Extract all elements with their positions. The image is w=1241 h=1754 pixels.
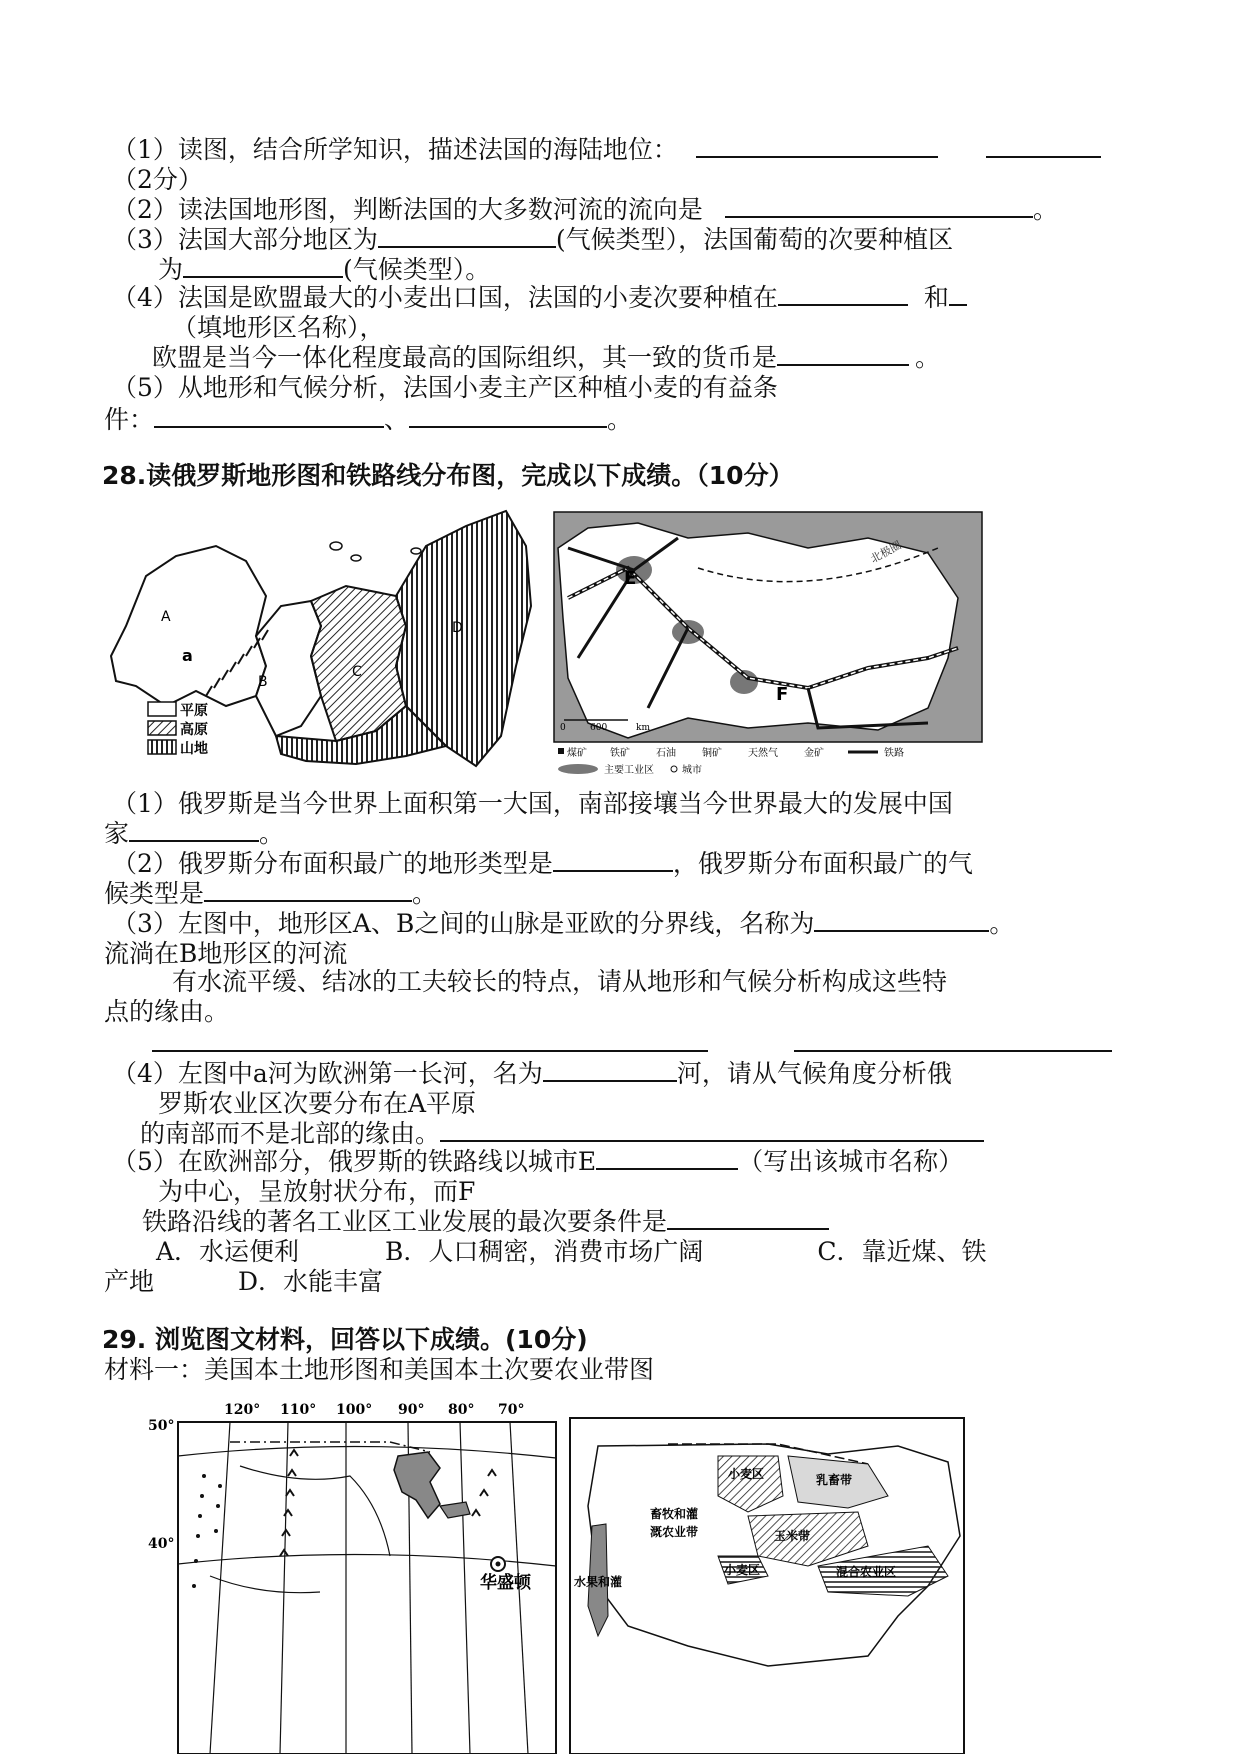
answer-blank[interactable] <box>154 404 384 428</box>
q27-line-9 <box>104 404 632 436</box>
q28-line-13: 为中心，呈放射状分布，而F <box>158 1177 476 1206</box>
legend-industrial-zone: 主要工业区 <box>604 765 654 776</box>
q28-line-4 <box>104 878 437 910</box>
answer-blank[interactable] <box>204 878 412 902</box>
q28-line-9 <box>112 1058 952 1090</box>
q27-line-3 <box>112 224 953 256</box>
answer-blank[interactable] <box>986 134 1101 158</box>
legend-plateau-label: 高原 <box>180 722 208 738</box>
q27-line-1 <box>112 134 1101 166</box>
lon-120: 120° <box>224 1402 261 1418</box>
q27-p3c-text: 为 <box>158 255 184 284</box>
legend-copper: 铜矿 <box>702 748 722 759</box>
answer-blank[interactable] <box>814 908 989 932</box>
q27-p4b-text: 和 <box>923 283 949 312</box>
answer-blank[interactable] <box>794 1028 1112 1052</box>
us-agriculture-map <box>568 1416 966 1754</box>
answer-blank[interactable] <box>725 194 1033 218</box>
q27-line-2 <box>112 194 1058 226</box>
lon-110: 110° <box>280 1402 317 1418</box>
q27-p3a-text: （3）法国大部分地区为 <box>112 225 378 254</box>
q27-line-8: （5）从地形和气候分析，法国小麦主产区种植小麦的有益条 <box>112 373 778 402</box>
option-b[interactable]: B．人口稠密，消费市场广阔 <box>385 1237 704 1266</box>
punct: 。 <box>915 343 941 372</box>
ag-label-wheat-north: 小麦区 <box>728 1467 765 1481</box>
russia-railway-svg <box>548 508 988 778</box>
ag-label-fruit: 水果和灌 <box>574 1575 623 1589</box>
punct: 。 <box>1032 195 1058 224</box>
legend-mountain-swatch <box>148 740 176 754</box>
arctic-circle-label: 北极圈 <box>868 538 904 566</box>
option-a[interactable]: A．水运便利 <box>156 1237 300 1266</box>
answer-blank[interactable] <box>440 1118 984 1142</box>
q27-p1-text: （1）读图，结合所学知识，描述法国的海陆地位： <box>112 135 678 164</box>
answer-blank[interactable] <box>777 342 909 366</box>
q28-line-3 <box>112 848 973 880</box>
answer-blank[interactable] <box>183 254 343 278</box>
q27-line-6: （填地形区名称）， <box>172 313 385 342</box>
q28-line-6: 流淌在B地形区的河流 <box>104 939 348 968</box>
ag-label-ranching-1: 畜牧和灌 <box>650 1507 699 1521</box>
q28-p5d-text: 铁路沿线的著名工业区工业发展的最次要条件是 <box>142 1207 668 1236</box>
lon-100: 100° <box>336 1402 373 1418</box>
q28-p1b-text: 家 <box>104 819 130 848</box>
russia-railway-map <box>548 508 988 778</box>
punct: 。 <box>259 819 285 848</box>
q28-p2b-text: ，俄罗斯分布面积最广的气 <box>672 849 973 878</box>
railway-map-legend <box>558 746 904 776</box>
ag-label-ranching-2: 溉农业带 <box>650 1525 699 1539</box>
us-terrain-map <box>140 1396 560 1754</box>
city-label-e: E <box>624 568 637 589</box>
lon-70: 70° <box>498 1402 525 1418</box>
punct: 。 <box>412 879 438 908</box>
region-label-c: C <box>352 664 362 680</box>
ag-label-dairy: 乳畜带 <box>816 1473 853 1487</box>
q28-p4a-text: （4）左图中a河为欧洲第一长河，名为 <box>112 1059 543 1088</box>
q28-p4d-text: 的南部而不是北部的缘由。 <box>140 1119 441 1148</box>
q28-p2a-text: （2）俄罗斯分布面积最广的地形类型是 <box>112 849 553 878</box>
lon-90: 90° <box>398 1402 425 1418</box>
us-agriculture-svg <box>568 1416 966 1754</box>
legend-plain-label: 平原 <box>180 703 208 719</box>
q28-line-10: 罗斯农业区次要分布在A平原 <box>158 1089 477 1118</box>
ag-label-corn: 玉米带 <box>774 1529 811 1543</box>
q28-options-line-2 <box>104 1266 383 1298</box>
answer-blank[interactable] <box>696 134 938 158</box>
scale-zero: 0 <box>560 723 566 733</box>
answer-blank[interactable] <box>553 848 673 872</box>
us-terrain-svg <box>140 1396 560 1754</box>
q28-title: 28.读俄罗斯地形图和铁路线分布图，完成以下成绩。（10分） <box>102 461 794 490</box>
river-label-a: a <box>182 646 193 665</box>
region-label-a-upper: A <box>161 609 171 625</box>
q27-p3b-text: (气候类型），法国葡萄的次要种植区 <box>555 225 954 254</box>
q29-title: 29. 浏览图文材料，回答以下成绩。(10分) <box>102 1325 588 1354</box>
q27-line-7 <box>152 342 940 374</box>
q28-p3a-text: （3）左图中，地形区A、B之间的山脉是亚欧的分界线，名称为 <box>112 909 815 938</box>
legend-oil: 石油 <box>656 748 676 759</box>
legend-city: 城市 <box>682 765 702 776</box>
legend-gold: 金矿 <box>804 748 824 759</box>
punct: 。 <box>607 405 633 434</box>
answer-blank[interactable] <box>409 404 607 428</box>
punct: 。 <box>989 909 1015 938</box>
legend-mountain-label: 山地 <box>180 741 208 757</box>
answer-blank[interactable] <box>543 1058 677 1082</box>
q28-line-14 <box>142 1206 829 1238</box>
q28-line-5 <box>112 908 1014 940</box>
q28-line-8: 点的缘由。 <box>104 997 230 1026</box>
punct: 、 <box>384 405 410 434</box>
option-d[interactable]: D．水能丰富 <box>237 1267 384 1296</box>
q28-p4b-text: 河，请从气候角度分析俄 <box>676 1059 952 1088</box>
legend-coal: 煤矿 <box>567 748 587 759</box>
q28-answer-line <box>152 1028 1112 1060</box>
industrial-zone <box>672 620 704 644</box>
answer-blank[interactable] <box>778 282 908 306</box>
q28-options-line <box>156 1236 986 1268</box>
washington-label: 华盛顿 <box>480 1573 531 1593</box>
lon-80: 80° <box>448 1402 475 1418</box>
legend-iron: 铁矿 <box>610 748 630 759</box>
region-label-d: D <box>452 620 463 636</box>
legend-railway: 铁路 <box>884 748 904 759</box>
q28-line-1: （1）俄罗斯是当今世界上面积第一大国，南部接壤当今世界最大的发展中国 <box>112 789 953 818</box>
q27-p2-text: （2）读法国地形图，判断法国的大多数河流的流向是 <box>112 195 703 224</box>
q28-line-12 <box>112 1146 963 1178</box>
answer-blank[interactable] <box>667 1206 829 1230</box>
legend-plateau-swatch <box>148 721 176 735</box>
russia-terrain-map <box>106 506 538 778</box>
q27-p4a-text: （4）法国是欧盟最大的小麦出口国，法国的小麦次要种植在 <box>112 283 778 312</box>
q27-line-5 <box>112 282 967 314</box>
region-label-b: B <box>258 674 268 690</box>
option-c-cont: 产地 <box>104 1267 155 1296</box>
q27-p5b-text: 件： <box>104 405 155 434</box>
legend-plain-swatch <box>148 702 176 716</box>
ag-label-wheat-south: 小麦区 <box>724 1563 761 1577</box>
q29-material: 材料一：美国本土地形图和美国本土次要农业带图 <box>104 1355 655 1384</box>
lat-40: 40° <box>148 1536 175 1552</box>
q28-p5a-text: （5）在欧洲部分，俄罗斯的铁路线以城市E <box>112 1147 597 1176</box>
ag-label-mixed: 混合农业区 <box>836 1565 897 1579</box>
russia-terrain-svg <box>106 506 538 778</box>
q28-line-7: 有水流平缓、结冰的工夫较长的特点，请从地形和气候分析构成这些特 <box>172 967 948 996</box>
q27-p3d-text: (气候类型）。 <box>343 255 491 284</box>
scale-unit: km <box>636 723 650 733</box>
answer-blank[interactable] <box>596 1146 738 1170</box>
city-label-f: F <box>776 684 789 705</box>
q27-score: （2分） <box>112 165 203 194</box>
legend-gas: 天然气 <box>748 748 778 759</box>
q28-p5b-text: （写出该城市名称） <box>738 1147 964 1176</box>
lat-50: 50° <box>148 1418 175 1434</box>
answer-blank[interactable] <box>129 818 259 842</box>
option-c[interactable]: C．靠近煤、铁 <box>817 1237 987 1266</box>
answer-blank[interactable] <box>378 224 556 248</box>
q28-line-2 <box>104 818 284 850</box>
q27-p4d-text: 欧盟是当今一体化程度最高的国际组织，其一致的货币是 <box>152 343 778 372</box>
answer-blank[interactable] <box>152 1028 708 1052</box>
answer-blank[interactable] <box>949 282 967 306</box>
q28-p2c-text: 候类型是 <box>104 879 205 908</box>
scale-600: 600 <box>590 723 608 733</box>
